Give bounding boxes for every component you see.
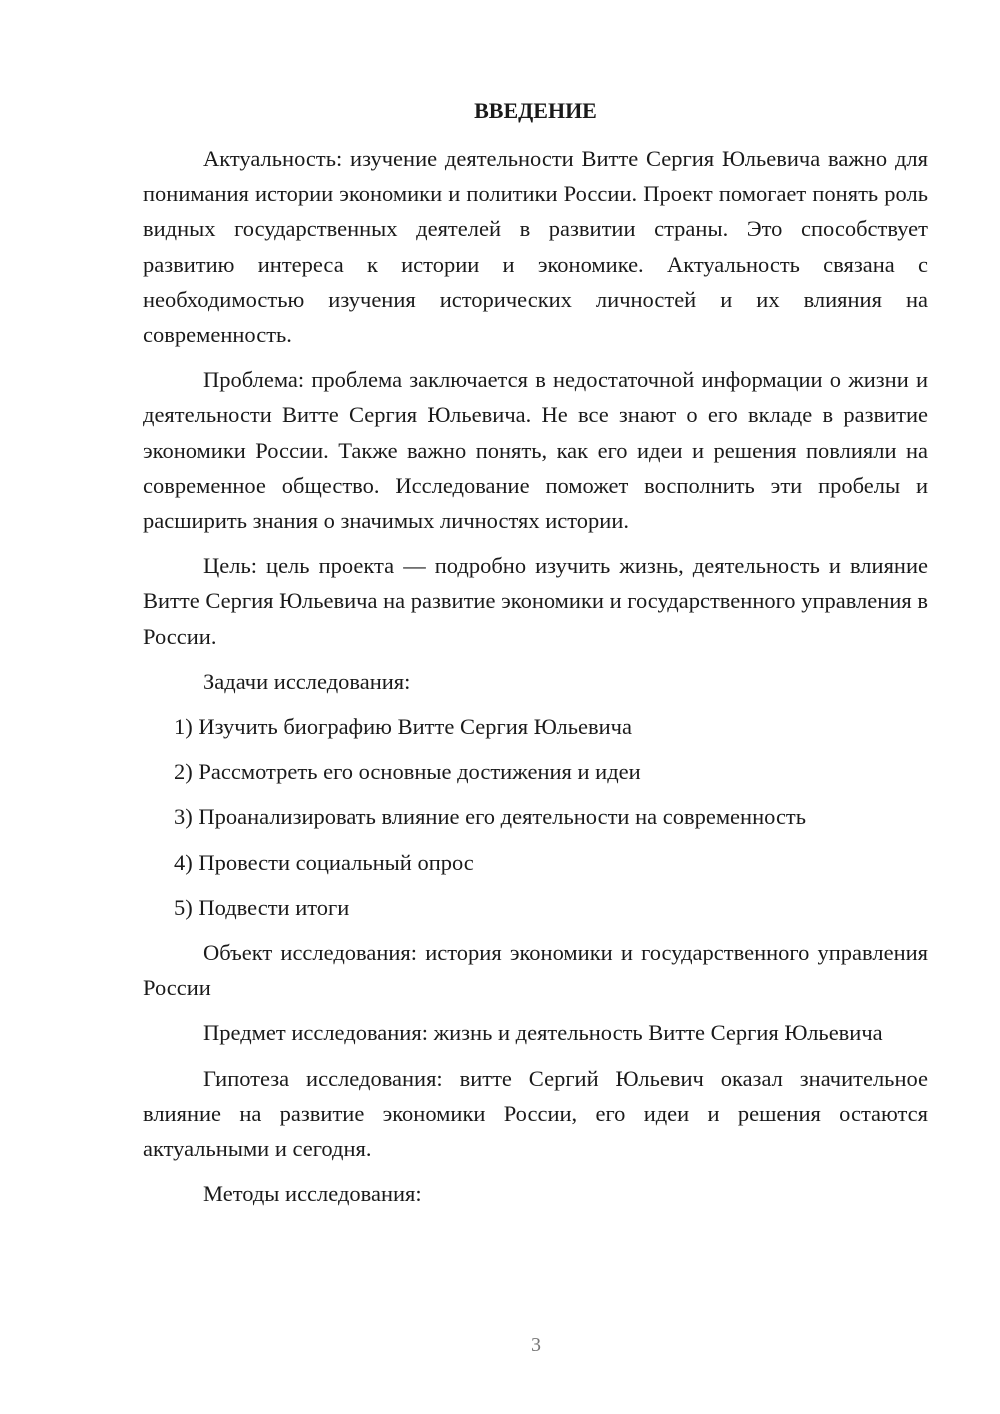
task-item: 5) Подвести итоги [174, 894, 350, 920]
goal-paragraph: Цель: цель проекта — подробно изучить жизнь, деятельность и влияние Витте Сергия Юльевича на развитие экономики и государственного управления в России. [143, 553, 928, 649]
task-item: 4) Провести социальный опрос [174, 849, 474, 875]
hypothesis-paragraph: Гипотеза исследования: витте Сергий Юльевич оказал значительное влияние на развитие экономики России, его идеи и решения остаются актуальными и сегодня. [143, 1065, 928, 1162]
page-number: 3 [531, 1334, 541, 1356]
tasks-title: Задачи исследования: [203, 668, 411, 694]
task-item: 2) Рассмотреть его основные достижения и идеи [174, 759, 641, 785]
methods-title: Методы исследования: [203, 1181, 422, 1207]
page-title: ВВЕДЕНИЕ [474, 98, 597, 123]
task-item: 3) Проанализировать влияние его деятельности на современность [174, 804, 807, 830]
subject-paragraph: Предмет исследования: жизнь и деятельность Витте Сергия Юльевича [203, 1020, 883, 1046]
relevance-paragraph: Актуальность: изучение деятельности Витте Сергия Юльевича важно для понимания истории экономики и политики России. Проект помогает понять роль видных государственных деятелей в развитии страны. Это способствует развитию интереса к истории и экономике. Актуальность связана с необходимостью изучения исторических личностей и их влияния на современность. [143, 146, 928, 348]
task-item: 1) Изучить биографию Витте Сергия Юльевича [174, 714, 632, 740]
object-paragraph: Объект исследования: история экономики и государственного управления России [143, 940, 928, 1001]
tasks-list [143, 709, 928, 925]
document-body [143, 94, 928, 1221]
problem-paragraph: Проблема: проблема заключается в недостаточной информации о жизни и деятельности Витте Сергия Юльевича. Не все знают о его вкладе в развитие экономики России. Также важно понять, как его идеи и решения повлияли на современное общество. Исследование поможет восполнить эти пробелы и расширить знания о значимых личностях истории. [143, 367, 928, 534]
